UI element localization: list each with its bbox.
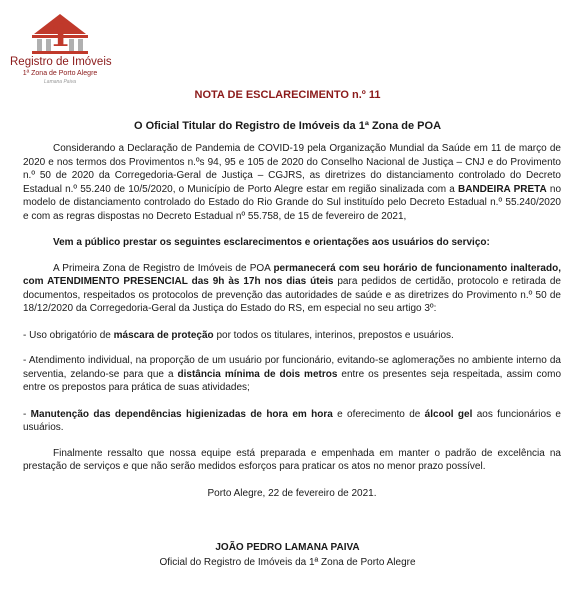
- signatory-name: JOÃO PEDRO LAMANA PAIVA: [215, 542, 360, 553]
- signatory-role: Oficial do Registro de Imóveis da 1ª Zona de Porto Alegre: [159, 557, 416, 568]
- registry-logo: [10, 6, 110, 98]
- document-title: NOTA DE ESCLARECIMENTO n.º 11: [194, 89, 381, 101]
- document-subtitle: O Oficial Titular do Registro de Imóveis da 1ª Zona de POA: [133, 120, 442, 132]
- svg-text:1: 1: [49, 19, 71, 54]
- paragraph-closing: Finalmente ressalto que nossa equipe está preparada e empenhada em manter o padrão de excelência na prestação de serviços e que não serão medidos esforços para praticar os atos no menor prazo possível.: [23, 447, 561, 472]
- paragraph-considering: Considerando a Declaração de Pandemia de COVID-19 pela Organização Mundial da Saúde em 11 de março de 2020 e nos termos dos Provimentos n.ºs 94, 95 e 105 de 2020 do Conselho Nacional de Justiça – CNJ e do Provimento n.º 50 de 2020 da Corregedoria-Geral de Justiça – CGJRS, as diretrizes do distanciamento controlado do Decreto Estadual n.º 55.240 de 10/5/2020, o Município de Porto Alegre estar em região sinalizada com a BANDEIRA PRETA no modelo de distanciamento controlado do Estado do Rio Grande do Sul instituído pelo Decreto Estadual n.º 55.240/2020 e com as regras dispostas no Decreto Estadual nº 55.758, de 15 de fevereiro de 2021,: [23, 143, 561, 222]
- document-body: [23, 142, 561, 500]
- building-icon: [24, 6, 96, 56]
- date-line: Porto Alegre, 22 de fevereiro de 2021.: [207, 487, 377, 499]
- paragraph-hours: A Primeira Zona de Registro de Imóveis de POA permanecerá com seu horário de funcionamento inalterado, com ATENDIMENTO PRESENCIAL das 9h às 17h nos dias úteis para pedidos de certidão, protocolo e retirada de documentos, respeitados os protocolos de prevenção das autoridades de saúde e as diretrizes do Provimento n.º 50 de 18/12/2020 da Corregedoria-Geral da Justiça do Estado do RS, em especial no seu artigo 3º:: [23, 262, 561, 314]
- logo-signature: Lamana Paiva: [44, 79, 76, 85]
- paragraph-announcement: Vem a público prestar os seguintes esclarecimentos e orientações aos usuários do serviço:: [53, 237, 490, 248]
- logo-subtitle: 1ª Zona de Porto Alegre: [22, 70, 98, 77]
- list-item-hygiene: - Manutenção das dependências higienizadas de hora em hora e oferecimento de álcool gel aos funcionários e usuários.: [23, 408, 561, 433]
- list-item-distance: - Atendimento individual, na proporção de um usuário por funcionário, evitando-se aglomerações no ambiente interno da serventia, zelando-se para que a distância mínima de dois metros entre os presentes seja respeitada, assim como entre os prepostos para prática de suas atividades;: [23, 355, 562, 393]
- logo-name: Registro de Imóveis: [10, 56, 112, 68]
- list-item-mask: - Uso obrigatório de máscara de proteção por todos os titulares, interinos, prepostos e usuários.: [23, 329, 454, 341]
